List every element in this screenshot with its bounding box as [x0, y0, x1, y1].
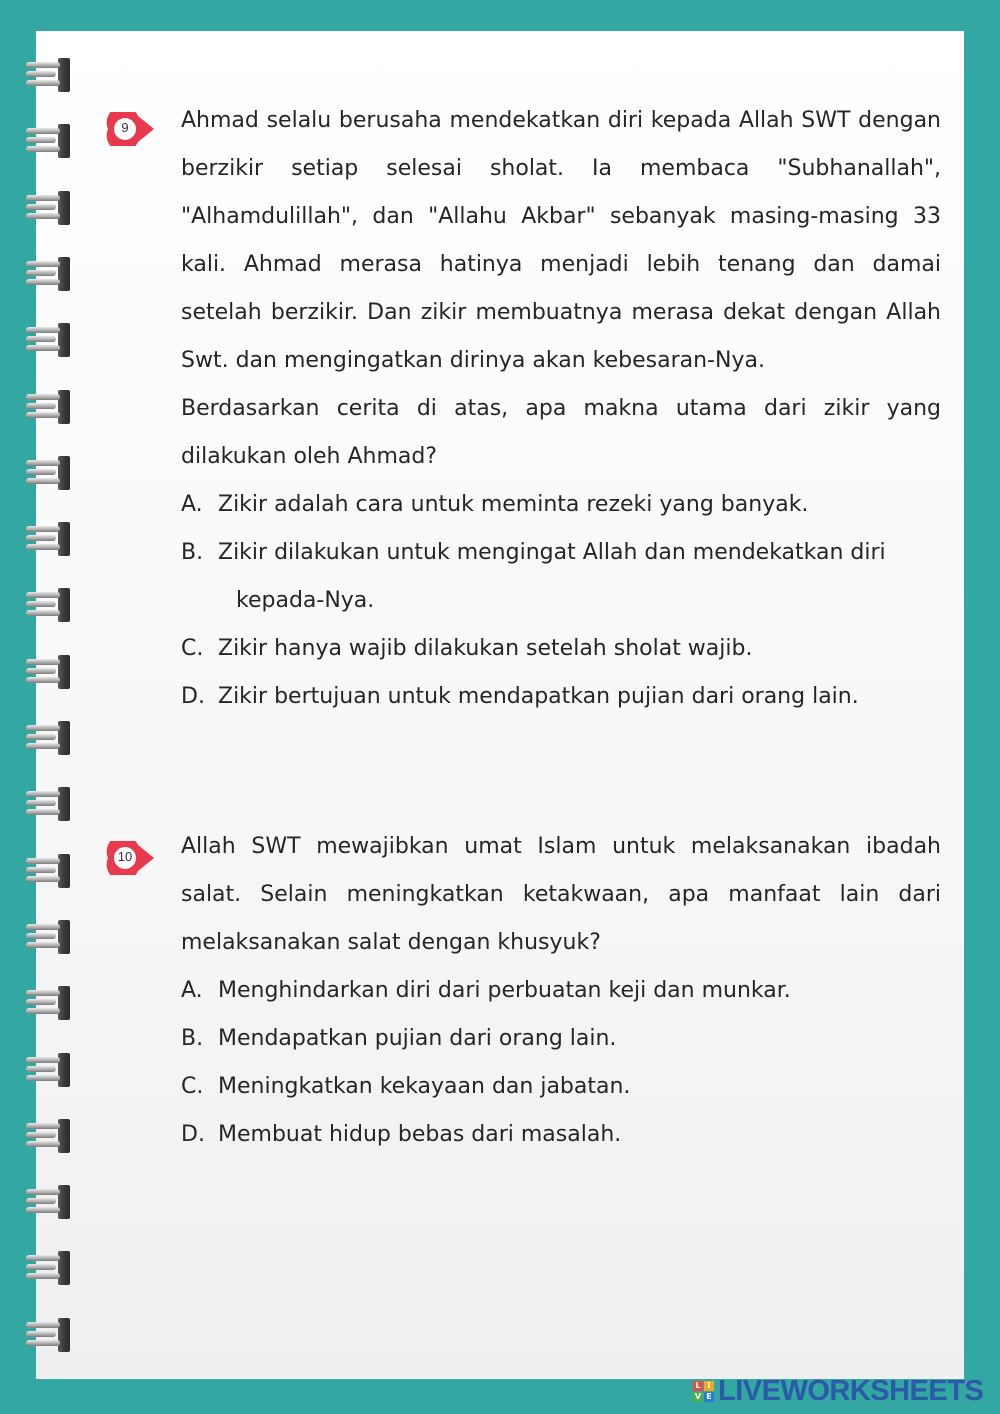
- option-text: Zikir hanya wajib dilakukan setelah sholat wajib.: [218, 636, 753, 661]
- option-letter: B.: [181, 1026, 204, 1051]
- option-text: Membuat hidup bebas dari masalah.: [218, 1122, 622, 1147]
- option-text: Zikir bertujuan untuk mendapatkan pujian dari orang lain.: [218, 684, 859, 709]
- question-number: 10: [117, 849, 133, 864]
- option-text: Menghindarkan diri dari perbuatan keji dan munkar.: [218, 978, 791, 1003]
- binding-ring: [24, 189, 74, 225]
- binding-ring: [24, 122, 74, 158]
- option-text-continuation: kepada-Nya.: [236, 588, 375, 613]
- option-letter: A.: [181, 492, 203, 517]
- binding-ring: [24, 388, 74, 424]
- logo-letter: E: [704, 1392, 714, 1402]
- option-a[interactable]: [181, 481, 941, 529]
- question-prompt: Berdasarkan cerita di atas, apa makna utama dari zikir yang dilakukan oleh Ahmad?: [181, 396, 941, 469]
- option-text: Zikir adalah cara untuk meminta rezeki yang banyak.: [218, 492, 809, 517]
- option-letter: B.: [181, 540, 204, 565]
- binding-ring: [24, 1117, 74, 1153]
- option-c[interactable]: [181, 1063, 941, 1111]
- question-number: 9: [121, 120, 129, 135]
- binding-ring: [24, 984, 74, 1020]
- binding-ring: [24, 1051, 74, 1087]
- binding-ring: [24, 520, 74, 556]
- live-icon: [693, 1381, 714, 1402]
- binding-ring: [24, 918, 74, 954]
- binding-ring: [24, 454, 74, 490]
- binding-ring: [24, 586, 74, 622]
- question-text: Ahmad selalu berusaha mendekatkan diri kepada Allah SWT dengan berzikir setiap selesai sholat. Ia membaca "Subhanallah", "Alhamdulillah", dan "Allahu Akbar" sebanyak masing-masing 33 kali. Ahmad merasa hatinya menjadi lebih tenang dan damai setelah berzikir. Dan zikir membuatnya merasa dekat dengan Allah Swt. dan mengingatkan dirinya akan kebesaran-Nya.: [181, 108, 941, 373]
- binding-ring: [24, 653, 74, 689]
- question-number-badge: [104, 841, 154, 875]
- option-b[interactable]: [181, 1015, 941, 1063]
- option-letter: C.: [181, 636, 204, 661]
- liveworksheets-logo[interactable]: [693, 1374, 983, 1408]
- question-9: [181, 97, 941, 721]
- option-letter: C.: [181, 1074, 204, 1099]
- option-text: Mendapatkan pujian dari orang lain.: [218, 1026, 617, 1051]
- logo-letter: I: [704, 1381, 714, 1391]
- binding-ring: [24, 321, 74, 357]
- question-10: [181, 823, 941, 1159]
- option-letter: D.: [181, 684, 205, 709]
- binding-ring: [24, 1316, 74, 1352]
- option-c[interactable]: [181, 625, 941, 673]
- option-b[interactable]: [181, 529, 941, 625]
- binding-ring: [24, 719, 74, 755]
- question-number-badge: [104, 112, 154, 146]
- option-text: Meningkatkan kekayaan dan jabatan.: [218, 1074, 631, 1099]
- binding-ring: [24, 785, 74, 821]
- logo-letter: L: [693, 1381, 703, 1391]
- binding-ring: [24, 1183, 74, 1219]
- option-letter: D.: [181, 1122, 205, 1147]
- binding-ring: [24, 852, 74, 888]
- option-a[interactable]: [181, 967, 941, 1015]
- option-d[interactable]: [181, 1111, 941, 1159]
- logo-text: LIVEWORKSHEETS: [718, 1374, 984, 1407]
- option-text: Zikir dilakukan untuk mengingat Allah dan mendekatkan diri: [218, 540, 886, 565]
- option-letter: A.: [181, 978, 203, 1003]
- binding-ring: [24, 255, 74, 291]
- binding-ring: [24, 1249, 74, 1285]
- logo-letter: V: [694, 1391, 702, 1401]
- binding-ring: [24, 56, 74, 92]
- question-text: Allah SWT mewajibkan umat Islam untuk melaksanakan ibadah salat. Selain meningkatkan ketakwaan, apa manfaat lain dari melaksanakan salat dengan khusyuk?: [181, 834, 941, 955]
- option-d[interactable]: [181, 673, 941, 721]
